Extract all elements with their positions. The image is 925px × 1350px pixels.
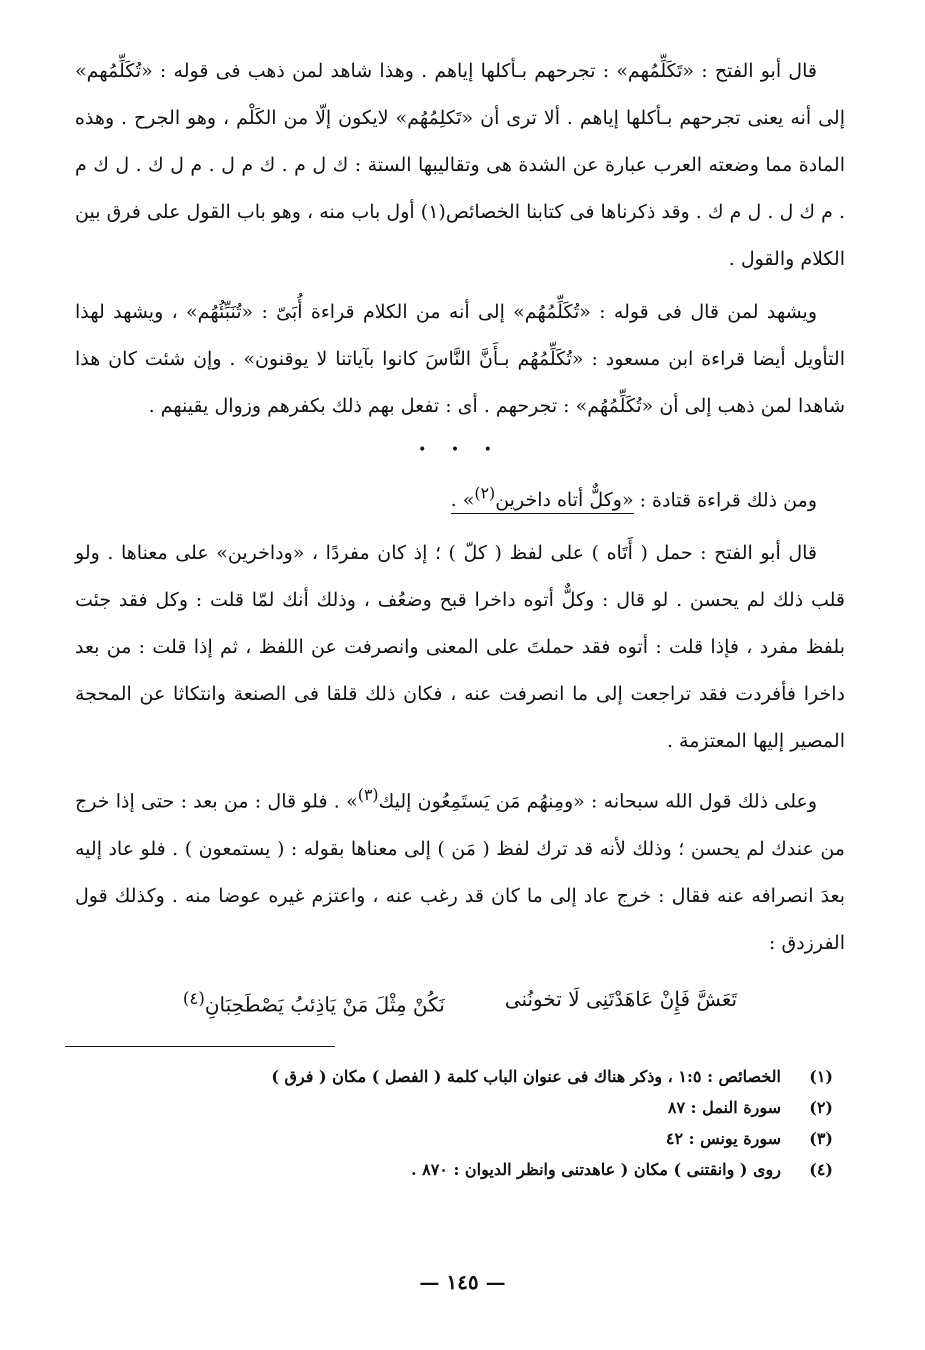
footnote-item — [75, 1061, 833, 1092]
footnote-text: سورة يونس : ٤٢ — [665, 1129, 781, 1149]
footnote-number: (٤) — [809, 1160, 833, 1180]
page-body — [75, 48, 845, 1185]
verse-second-hemistich — [183, 973, 445, 1031]
paragraph-abu-alfath — [75, 530, 845, 765]
paragraph-text: قال أبو الفتح : «تَكَلِّمُهم» : تجرحهم بـأكلها إياهم . وهذا شاهد لمن ذهب فى قوله : «تُكَلِّمُهم» إلى أنه يعنى تجرحهم بـأكلها إياهم . ألا ترى أن «تَكلِمُهُم» لايكون إلّا من الكَلْم ، وهو الجرح . وهذه المادة مما وضعته العرب عبارة عن الشدة هى وتقاليبها الستة : ك ل م . ك م ل . م ل ك . ل ك م . م ك ل . ل م ك . وقد ذكرناها فى كتابنا الخصائص — [75, 60, 845, 223]
paragraph-qatada-reading — [75, 470, 845, 524]
footnote-item — [75, 1123, 833, 1154]
footnote-number: (٢) — [809, 1098, 833, 1118]
reading-lead: ومن ذلك قراءة قتادة : — [633, 489, 817, 512]
footnote-text: سورة النمل : ٨٧ — [667, 1098, 781, 1118]
footnote-ref-3: (٣) — [357, 785, 379, 805]
section-separator: • • • — [418, 442, 502, 458]
reading-tail: » . — [450, 489, 475, 512]
paragraph-lead: وعلى ذلك قول الله سبحانه : «ومِنهُم مَن يَستَمِعُون إليك — [378, 790, 818, 813]
paragraph-tail: (١) أول باب منه ، وهو باب القول على فرق بين الكلام والقول . — [75, 201, 845, 270]
paragraph-kalimuhum — [75, 48, 845, 283]
paragraph-ubayy-reading — [75, 289, 845, 430]
footnote-text: روى ( وانقتنى ) مكان ( عاهدتنى وانظر الديوان : ٨٧٠ . — [410, 1160, 781, 1180]
paragraph-text: ويشهد لمن قال فى قوله : «تُكَلِّمُهُم» إلى أنه من الكلام قراءة أُبَىّ : «تُنَبِّئُهُم» ، ويشهد لهذا التأويل أيضا قراءة ابن مسعود : «تُكَلِّمُهُم بـأَنَّ النَّاسَ كانوا بآياتنا لا يوقنون» . وإن شئت كان هذا شاهدا لمن ذهب إلى أن «تُكَلِّمُهُم» : تجرحهم . أى : تفعل بهم ذلك بكفرهم وزوال يقينهم . — [75, 301, 845, 417]
reading-quote-text: «وكلٌّ أتاه داخرين — [495, 489, 634, 512]
footnote-divider — [65, 1046, 335, 1047]
footnote-ref-2: (٢) — [474, 484, 496, 503]
footnote-ref-4: (٤) — [182, 988, 205, 1008]
poetry-verse — [75, 973, 845, 1031]
footnote-number: (١) — [809, 1067, 833, 1087]
footnote-number: (٣) — [809, 1129, 833, 1149]
page-number: — ١٤٥ — — [419, 1270, 506, 1294]
footnote-text: الخصائص : ١:٥ ، وذكر هناك فى عنوان الباب كلمة ( الفصل ) مكان ( فرق ) — [271, 1067, 781, 1087]
footnote-item — [75, 1092, 833, 1123]
verse-second-text: نَكُنْ مِثْلَ مَنْ يَاذِئبُ يَصْطَحِبَانِ — [204, 992, 445, 1017]
paragraph-yastamiun — [75, 771, 845, 966]
footnote-item — [75, 1154, 833, 1185]
paragraph-tail: » . فلو قال : من بعد : حتى إذا خرج من عندك لم يحسن ؛ وذلك لأنه قد ترك لفظ ( مَن ) إلى معناها بقوله : ( يستمعون ) . فلو عاد إليه بعدَ انصرافه عنه فقال : خرج عاد إلى ما كان قد رغب عنه ، واعتزم غيره عوضا منه . وكذلك قول الفرزدق : — [75, 790, 845, 954]
verse-first-hemistich: تَعَشَّ فَإِنْ عَاهَدْتَنِى لَا تخونُنى — [504, 986, 738, 1011]
paragraph-text: قال أبو الفتح : حمل ( أَتَاه ) على لفظ ( كلّ ) ؛ إذ كان مفردًا ، «وداخرين» على معناها . ولو قلب ذلك لم يحسن . لو قال : وكلٌّ أتوه داخرا قبح وضعُف ، وذلك أنك لمّا قلت : وكل فقد جئت بلفظ مفرد ، فإذا قلت : أتوه فقد حملتَ على المعنى وانصرفت عن اللفظ ، ثم إذا قلت : من بعد داخرا فأفردت فقد تراجعت إلى ما انصرفت عنه ، فكان ذلك قلقا فى الصنعة وانتكاثا عن المحجة المصير إليها المعتزمة . — [75, 542, 845, 753]
footnotes — [75, 1061, 845, 1185]
reading-quote — [450, 484, 634, 514]
